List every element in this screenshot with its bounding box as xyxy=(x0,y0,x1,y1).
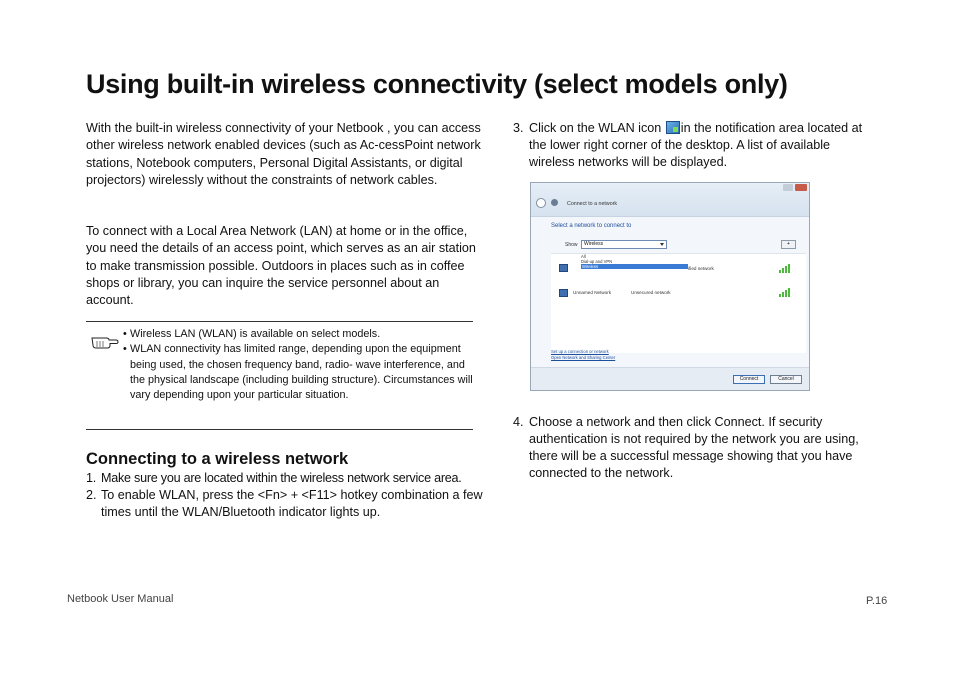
step-1-text: Make sure you are located within the wireless network service area. xyxy=(101,471,462,485)
dialog-header xyxy=(531,183,809,217)
note-item-2: • WLAN connectivity has limited range, depending upon the equipment being used, the chosen frequency band, radio- wave interference, and the physical landscape (including building structure). Circumstances will vary depending upon your particular situation. xyxy=(123,342,473,403)
option-dialup-vpn[interactable]: Dial-up and VPN xyxy=(581,259,613,265)
setup-connection-link[interactable]: Set up a connection or network xyxy=(551,349,609,354)
steps-left xyxy=(86,470,484,521)
network-list xyxy=(551,253,806,353)
wlan-icon xyxy=(666,121,680,134)
cancel-button[interactable]: Cancel xyxy=(770,375,802,384)
dialog-caption: Connect to a network xyxy=(567,201,618,207)
close-button[interactable] xyxy=(795,184,807,191)
connect-network-dialog-screenshot xyxy=(530,182,810,391)
step-3-text-after: in the notification area located at the lower right corner of the desktop. A list of available wireless networks will be displayed. xyxy=(529,121,863,169)
pointing-hand-icon xyxy=(90,332,120,350)
step-4-text: Choose a network and then click Connect. If security authentication is not required by the network you are using, there will be a successful message showing that you have connected to the network. xyxy=(529,415,859,480)
show-dropdown[interactable]: Wireless xyxy=(581,240,667,249)
network-row-2-type: Unsecured network xyxy=(631,290,671,295)
network-icon xyxy=(551,199,558,206)
note-list xyxy=(123,327,473,403)
back-arrow-icon[interactable] xyxy=(536,198,546,208)
step-2 xyxy=(86,487,484,521)
step-3-text-before: Click on the WLAN icon xyxy=(529,121,662,135)
intro-paragraph-2: To connect with a Local Area Network (LAN) at home or in the office, you need the details of an access point, which serves as an air station to make transmission possible. Outdoors in places such as in coffee shops or library, you can inquire the service personnel about an account. xyxy=(86,224,476,308)
computer-icon xyxy=(559,264,568,272)
signal-strength-icon xyxy=(779,288,791,297)
step-1 xyxy=(86,470,484,487)
step-4 xyxy=(513,414,873,482)
step-3 xyxy=(513,120,873,171)
intro-paragraph-1: With the built-in wireless connectivity of your Netbook , you can access other wireless network enabled devices (such as Ac-cessPoint network stations, Notebook computers, Personal Digital Assistants, or digital projectors) wirelessly without the constraints of network cables. xyxy=(86,121,481,187)
refresh-button[interactable]: + xyxy=(781,240,796,249)
show-label: Show xyxy=(565,242,578,248)
step-2-number: 2. xyxy=(86,488,97,502)
note-box xyxy=(86,321,473,430)
network-row-1-type: ified network xyxy=(688,266,714,271)
show-dropdown-options xyxy=(581,254,688,269)
step-3-number: 3. xyxy=(513,121,524,135)
step-4-number: 4. xyxy=(513,415,524,429)
footer-page-number: P.16 xyxy=(866,595,888,607)
note-item-1: • Wireless LAN (WLAN) is available on select models. xyxy=(123,327,473,342)
minimize-button[interactable] xyxy=(783,184,793,191)
option-wireless[interactable]: Wireless xyxy=(581,264,688,269)
option-all[interactable]: All xyxy=(581,254,586,259)
connect-button[interactable]: Connect xyxy=(733,375,765,384)
network-row-2[interactable] xyxy=(559,289,611,297)
network-row-1[interactable] xyxy=(559,264,573,272)
step-1-number: 1. xyxy=(86,471,97,485)
step-2-text: To enable WLAN, press the <Fn> + <F11> hotkey combination a few times until the WLAN/Bluetooth indicator lights up. xyxy=(101,488,483,519)
footer-manual-name: Netbook User Manual xyxy=(67,593,174,605)
section-heading: Connecting to a wireless network xyxy=(86,450,349,468)
signal-strength-icon xyxy=(779,264,791,273)
network-row-2-name: Unnamed Network xyxy=(573,290,612,296)
dialog-footer xyxy=(531,367,809,391)
dialog-links xyxy=(551,349,615,360)
page-title: Using built-in wireless connectivity (select models only) xyxy=(86,69,788,99)
computer-icon xyxy=(559,289,568,297)
network-sharing-center-link[interactable]: Open Network and Sharing Center xyxy=(551,354,616,360)
dialog-heading: Select a network to connect to xyxy=(551,223,632,229)
